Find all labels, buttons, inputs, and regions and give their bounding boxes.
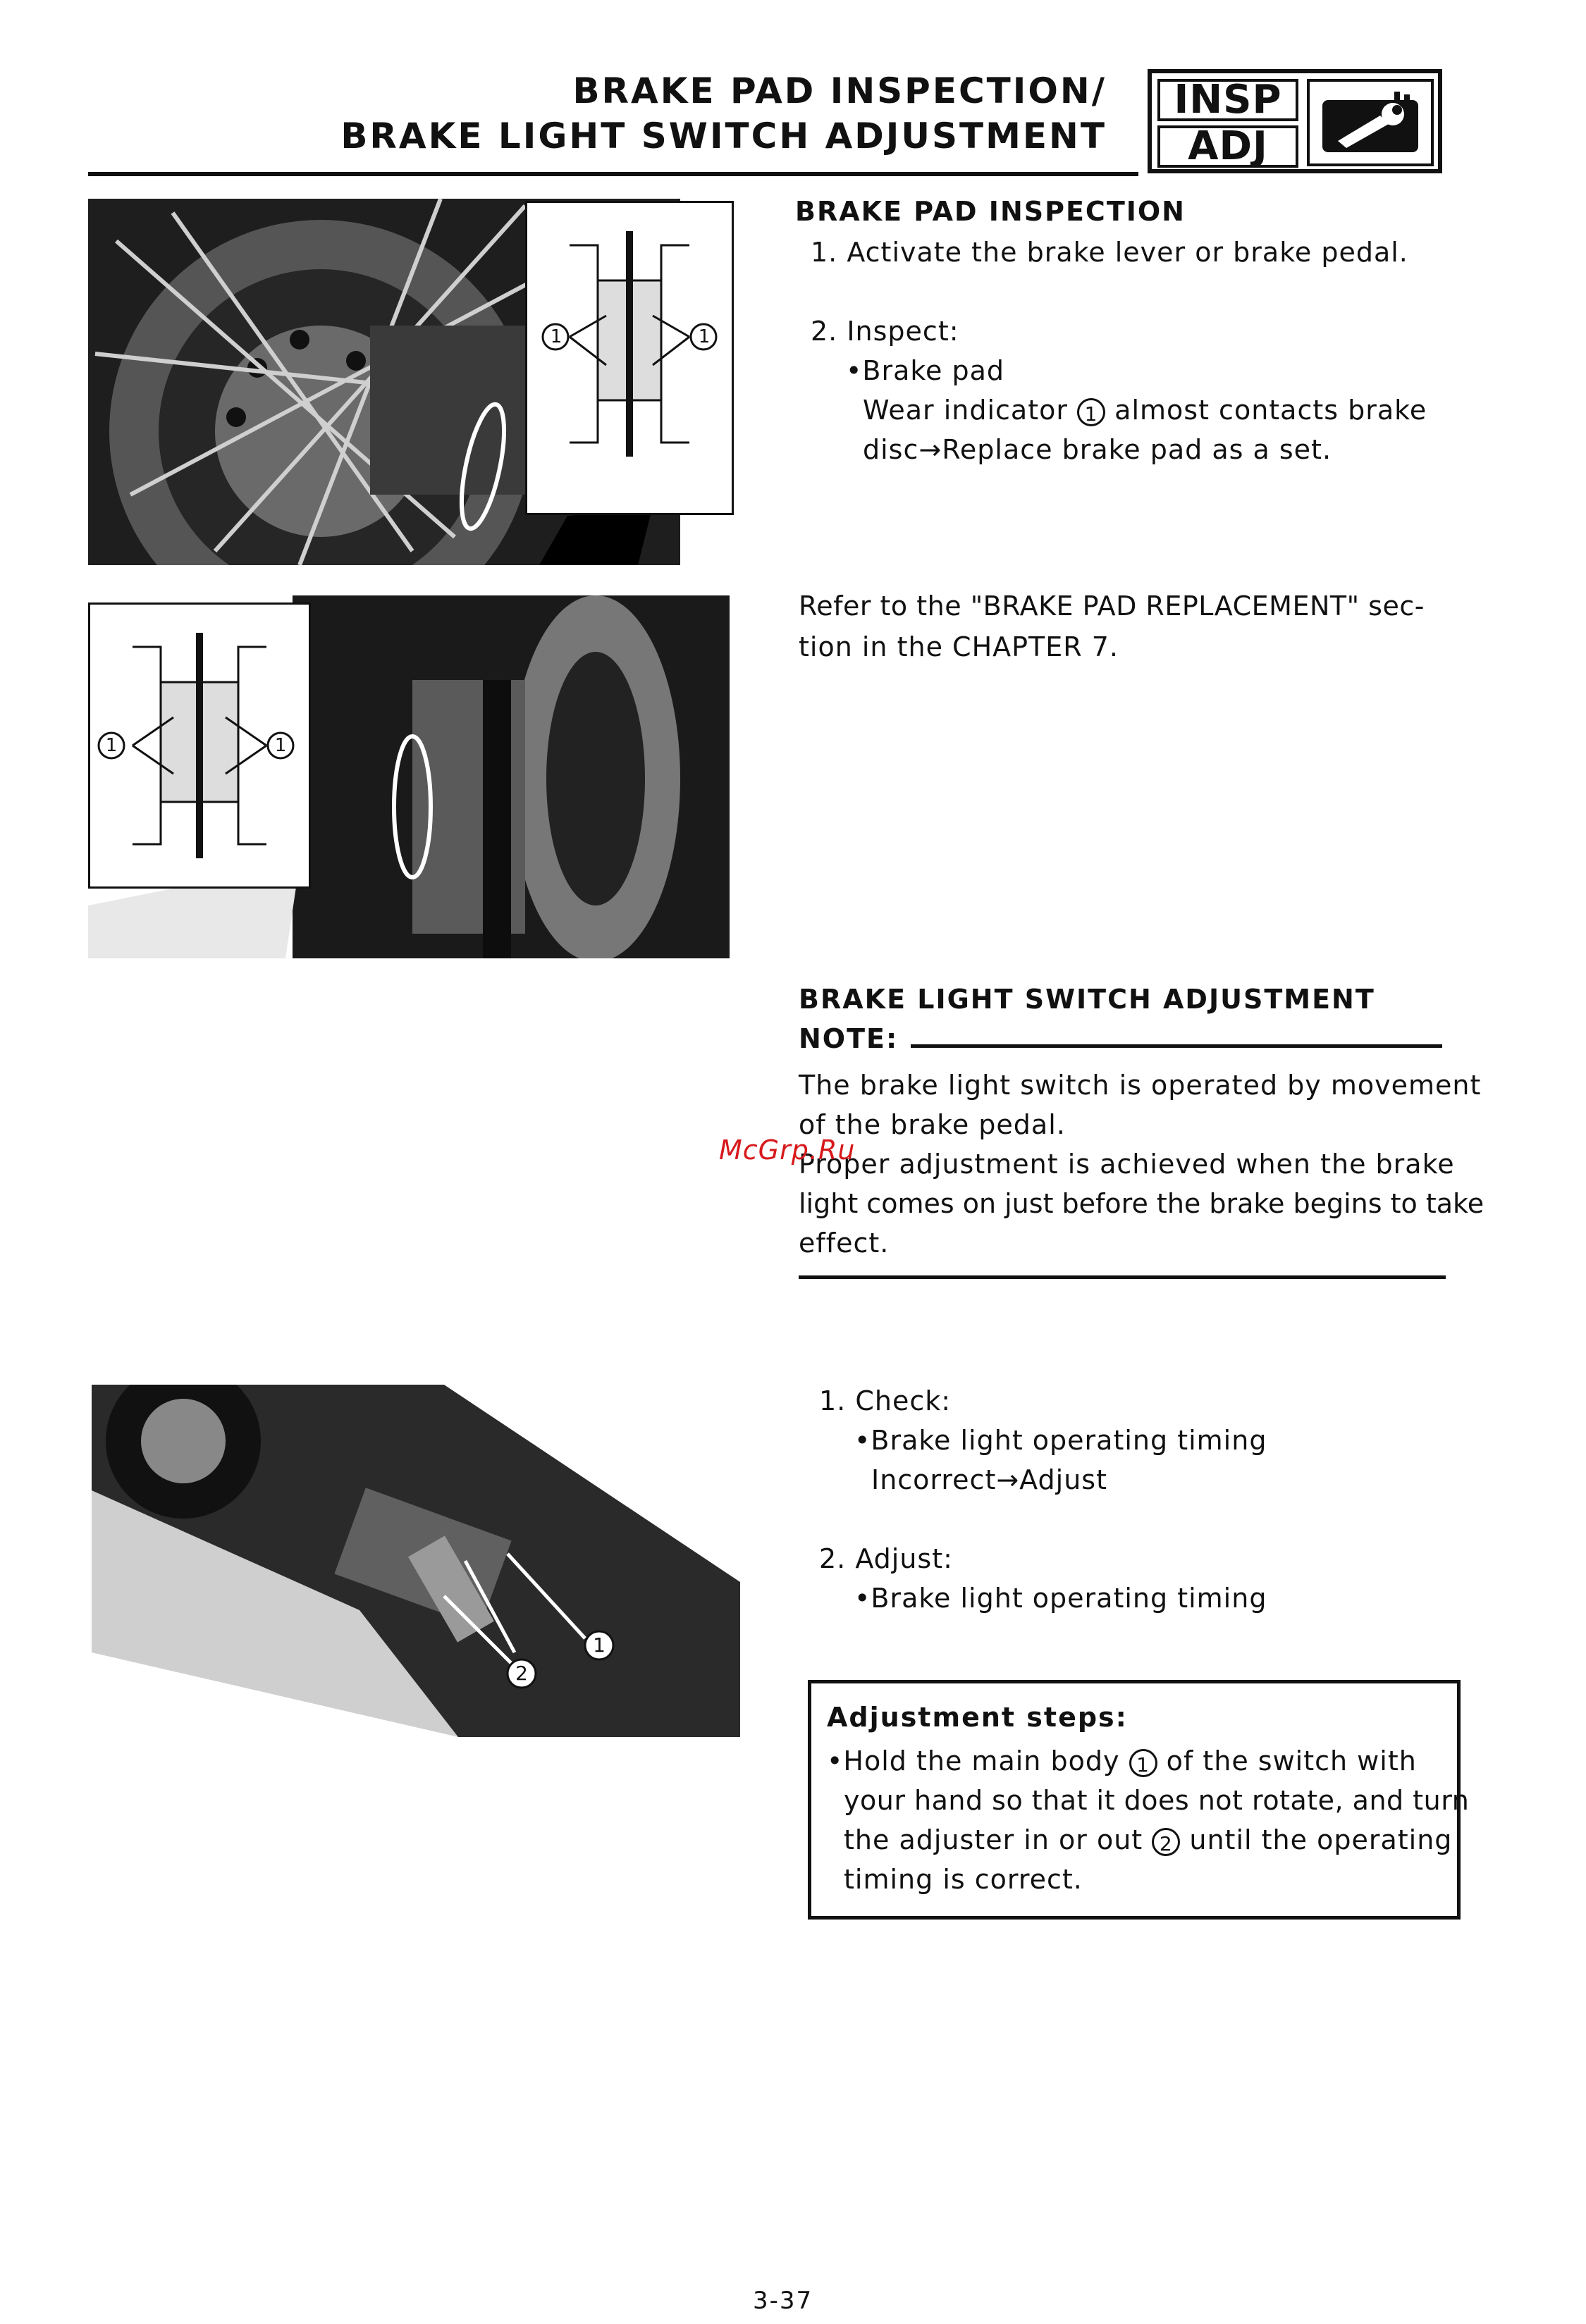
page-title-line1: BRAKE PAD INSPECTION/ [572, 70, 1107, 111]
step-activate: 1. Activate the brake lever or brake pedal. [811, 237, 1408, 268]
page-number: 3-37 [753, 2287, 813, 2315]
callout-circle-main-body: 1 [1129, 1749, 1157, 1777]
section-badge [1148, 69, 1442, 173]
adjustment-step-line-3 [844, 1820, 1452, 1860]
adjustment-step-line-1 [827, 1741, 1417, 1781]
adjustment-step-line-4: timing is correct. [844, 1864, 1083, 1895]
note-rule-top [911, 1044, 1442, 1048]
wear-indicator-line [863, 390, 1427, 430]
step-check: 1. Check: [819, 1385, 952, 1416]
switch-callout-1: 1 [593, 1633, 605, 1657]
adjustment-step-text-1b: of the switch with [1166, 1745, 1417, 1776]
note-line-5: effect. [799, 1228, 890, 1259]
callout-1-left: 1 [550, 326, 563, 347]
watermark: McGrp.Ru [719, 1135, 856, 1166]
step-adjust: 2. Adjust: [819, 1543, 953, 1574]
note-label: NOTE: [799, 1023, 899, 1054]
note-line-4: light comes on just before the brake begins to take [799, 1188, 1484, 1219]
switch-callout-2: 2 [515, 1662, 528, 1685]
replace-pad-line: disc→Replace brake pad as a set. [863, 434, 1332, 465]
brake-pad-inspection-heading: BRAKE PAD INSPECTION [795, 196, 1186, 227]
wear-indicator-text: Wear indicator [863, 395, 1068, 426]
bullet-brake-pad: •Brake pad [846, 355, 1005, 386]
wrench-icon [1307, 79, 1434, 166]
adjustment-steps-box [808, 1680, 1470, 1920]
callout-circle-1: 1 [1077, 398, 1105, 426]
adjustment-step-text-3a: the adjuster in or out [844, 1824, 1143, 1855]
page-title-line2: BRAKE LIGHT SWITCH ADJUSTMENT [340, 116, 1107, 156]
badge-insp: INSP [1157, 79, 1298, 121]
note-rule-bottom [799, 1275, 1446, 1279]
callout-circle-adjuster: 2 [1152, 1828, 1180, 1856]
refer-line-1: Refer to the "BRAKE PAD REPLACEMENT" sec- [799, 591, 1425, 622]
callout-1-right-b: 1 [274, 735, 287, 756]
note-line-3: Proper adjustment is achieved when the brake [799, 1149, 1455, 1180]
step-inspect: 2. Inspect: [811, 316, 959, 347]
note-line-2: of the brake pedal. [799, 1109, 1066, 1140]
adjustment-step-text-3b: until the operating [1189, 1824, 1453, 1855]
callout-1-left-b: 1 [105, 735, 118, 756]
brake-switch-photo [92, 1385, 740, 1737]
callout-1-right: 1 [698, 326, 711, 347]
wear-indicator-text-b: almost contacts brake [1114, 395, 1427, 426]
bullet-adjust-timing: •Brake light operating timing [854, 1583, 1267, 1614]
pad-detail-inset-2 [88, 602, 311, 889]
badge-adj: ADJ [1157, 125, 1298, 168]
refer-line-2: tion in the CHAPTER 7. [799, 631, 1119, 662]
adjustment-step-text-1a: •Hold the main body [827, 1745, 1120, 1776]
check-result: Incorrect→Adjust [871, 1464, 1107, 1495]
brake-light-switch-heading: BRAKE LIGHT SWITCH ADJUSTMENT [799, 984, 1375, 1015]
header-divider [88, 172, 1138, 176]
note-line-1: The brake light switch is operated by movement [799, 1070, 1482, 1101]
pad-detail-inset-1 [525, 201, 734, 515]
adjustment-step-line-2: your hand so that it does not rotate, and turn [844, 1785, 1470, 1816]
bullet-check-timing: •Brake light operating timing [854, 1425, 1267, 1456]
adjustment-steps-title: Adjustment steps: [827, 1702, 1128, 1733]
